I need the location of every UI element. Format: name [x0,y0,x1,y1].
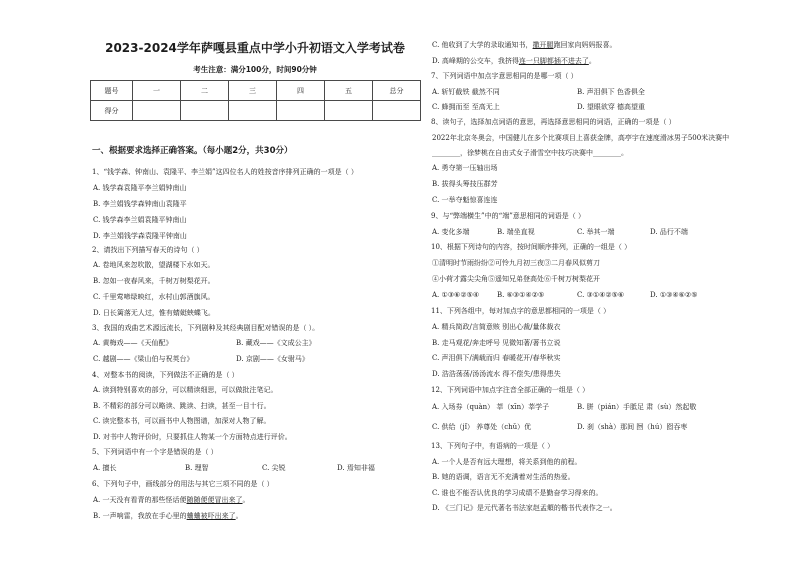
score-row-label: 得分 [91,101,133,121]
q1-option-c: C. 钱学森李兰娟袁隆平钟南山 [93,216,187,224]
q6-option-a-end: 。 [242,496,250,504]
score-header-2: 二 [181,81,229,101]
q4-option-b: B. 不精彩的部分可以略读、跳读、扫读，甚至一目十行。 [93,402,271,410]
q10-poem-line-2: ④小荷才露尖尖角⑤遥知兄弟登高处⑥千树万树梨花开 [432,275,600,283]
q10-poem-line-1: ①清明时节雨纷纷②可怜九月初三夜③二月春风似剪刀 [432,259,600,267]
q12-option-b: B. 胼（pián）手胝足 肃（sù）然起敬 [577,403,697,411]
q9-option-a: A. 变化多端 [432,228,470,236]
q6-option-a-underlined: 随随便便冒出来了 [186,496,243,504]
q6-option-b-end: 。 [235,512,243,520]
q6-option-c-end: 跑回家向妈妈报喜。 [553,41,617,49]
q4-option-d: D. 对书中人物评价时，只要抓住人物某一个方面特点进行评价。 [93,433,292,441]
q11-option-d: D. 浩浩荡荡/汤汤流水 得不偿失/患得患失 [432,370,561,378]
q13-option-a: A. 一个人是否有远大理想，将关系到他的前程。 [432,458,582,466]
q10-option-d: D. ①③④⑥②⑤ [650,291,698,299]
q2-option-c: C. 千里莺啼绿映红，水村山郭酒旗风。 [93,293,215,301]
score-table-header-row [91,81,421,101]
q4-option-c: C. 读完整本书，可以画书中人物图谱，加深对人物了解。 [93,417,271,425]
q11-option-b: B. 走马观花/奔走呼号 见微知著/著书立说 [432,339,561,347]
q2-option-a: A. 卷地风来忽吹散，望湖楼下水如天。 [93,261,215,269]
q7-option-c: C. 蜂拥而至 至高无上 [432,103,500,111]
score-cell-5 [325,101,373,121]
q10-stem: 10、根据下列诗句的内容，按时间顺序排列，正确的一组是（ ） [431,243,632,251]
score-header-total: 总分 [373,81,421,101]
q10-option-c: C. ③①④②⑤⑥ [577,291,625,299]
q6-option-d [432,56,596,66]
q10-option-b: B. ⑥③①④②⑤ [497,291,545,299]
score-table [90,80,421,121]
q8-option-a: A. 勇夺第一压轴出场 [432,164,498,172]
q6-option-d-end: 。 [588,57,596,65]
q6-option-d-underlined: 连一只脚都插不进去了 [518,57,589,65]
q7-option-d: D. 望眼欲穿 德高望重 [577,103,646,111]
score-header-4: 四 [277,81,325,101]
q12-option-d: D. 刹（shà）那间 囫（hú）囵吞枣 [577,423,688,431]
q3-stem: 3、我国的戏曲艺术源远流长，下列剧种及其经典剧目配对错误的是（ ）。 [92,324,320,332]
q1-option-a: A. 钱学森袁隆平李兰娟钟南山 [93,184,187,192]
q12-option-a: A. 入场券（quàn） 莘（xīn）莘学子 [432,403,550,411]
q8-option-c: C. 一举夺魁惊喜连连 [432,196,498,204]
q9-option-d: D. 品行不端 [650,228,688,236]
score-header-label: 题号 [91,81,133,101]
score-cell-2 [181,101,229,121]
q6-option-a [93,495,250,505]
q10-option-a: A. ①③⑥②⑤④ [432,291,480,299]
q7-option-a: A. 斩钉截铁 截然不同 [432,88,500,96]
q5-option-a: A. 擅长 [93,464,117,472]
q1-option-b: B. 李兰娟钱学森钟南山袁隆平 [93,200,187,208]
score-cell-1 [133,101,181,121]
q5-stem: 5、下列词语中有一个字是错误的是（ ） [92,448,218,456]
q9-stem: 9、与“弊端横生”中的“端”意思相同的词语是（ ） [431,212,585,220]
q8-stem: 8、读句子，选择加点词语的意思，再选择意思相同的词语，正确的一项是（ ） [431,118,676,126]
q3-option-d: D. 京剧——《女驸马》 [236,355,309,363]
q11-option-c: C. 声泪俱下/满载而归 春暖花开/春华秋实 [432,354,561,362]
q4-stem: 4、对整本书的阅读，下列做法不正确的是（ ） [92,371,239,379]
q9-option-b: B. 端坐直视 [497,228,535,236]
q3-option-b: B. 藏戏——《文成公主》 [236,339,316,347]
q12-stem: 12、下列词语中加点字注音全部正确的一组是（ ） [431,386,590,394]
q6-option-b-underlined: 蛐蛐被吓出来了 [186,512,236,520]
q7-stem: 7、下列词语中加点字意思相同的是哪一项（ ） [431,72,578,80]
exam-title: 2023-2024学年萨嘎县重点中学小升初语文入学考试卷 [105,41,405,55]
score-header-5: 五 [325,81,373,101]
q1-option-d: D. 李兰娟钱学森袁隆平钟南山 [93,232,187,240]
q3-option-c: C. 越剧——《梁山伯与祝英台》 [93,355,194,363]
q6-option-c-underlined: 撒开腿 [532,41,554,49]
q8-passage-line-1: 2022年北京冬奥会，中国健儿在多个比赛项目上喜获金牌，高亭宇在速度滑冰男子500米决赛中 [432,134,730,142]
q12-option-c: C. 供给（jǐ） 养尊处（chǔ）优 [432,423,532,431]
score-cell-total [373,101,421,121]
q11-stem: 11、下列各组中，每对加点字的意思都相同的一项是（ ） [431,307,611,315]
q6-option-c-text: C. 他收到了大学的录取通知书， [432,41,533,49]
q3-option-a: A. 黄梅戏——《天仙配》 [93,339,173,347]
q5-option-d: D. 焉知非福 [337,464,375,472]
q2-option-b: B. 忽如一夜春风来，千树万树梨花开。 [93,277,215,285]
score-table-score-row [91,101,421,121]
q6-stem: 6、下列句子中，画线部分的用法与其它三项不同的是（ ） [92,480,274,488]
q4-option-a: A. 读到特别喜欢的部分，可以精读细思，可以做批注笔记。 [93,386,278,394]
q6-option-a-text: A. 一天没有看青的那些怪话便 [93,496,187,504]
q9-option-c: C. 举其一端 [577,228,615,236]
q2-stem: 2、请找出下列描写春天的诗句（ ） [92,246,204,254]
score-header-1: 一 [133,81,181,101]
q1-stem: 1、“钱学森、钟南山、袁隆平、李兰娟”这四位名人的姓按音序排列正确的一项是（ ） [92,168,358,176]
q6-option-b-text: B. 一声响雷，我放在手心里的 [93,512,187,520]
q6-option-c [432,40,617,50]
q2-option-d: D. 日长篱落无人过，惟有蜻蜓蛱蝶飞。 [93,309,215,317]
q6-option-b [93,511,243,521]
q5-option-c: C. 尖锐 [262,464,286,472]
q13-option-d: D. 《三门记》是元代著名书法家赵孟頫的楷书代表作之一。 [432,504,617,512]
q8-passage-line-2: ________，徐梦桃在自由式女子滑雪空中技巧决赛中________。 [432,149,628,157]
q13-option-b: B. 她的语调，语言无不充满着对生活的热爱。 [432,473,575,481]
q5-option-b: B. 理智 [185,464,209,472]
score-cell-4 [277,101,325,121]
score-cell-3 [229,101,277,121]
q7-option-b: B. 声泪俱下 色香俱全 [577,88,645,96]
exam-notice: 考生注意：满分100分，时间90分钟 [193,65,317,74]
q11-option-a: A. 精兵简政/言简意赅 别出心裁/量体裁衣 [432,323,561,331]
q6-option-d-text: D. 高峰期的公交车，我挤得 [432,57,519,65]
q8-option-b: B. 拔得头筹技压群芳 [432,180,498,188]
q13-option-c: C. 谁也不能否认优良的学习成绩不是勤奋学习得来的。 [432,489,603,497]
score-header-3: 三 [229,81,277,101]
section-1-heading: 一、根据要求选择正确答案。（每小题2分，共30分） [92,146,293,156]
q13-stem: 13、下列句子中，有语病的一项是（ ） [431,442,555,450]
